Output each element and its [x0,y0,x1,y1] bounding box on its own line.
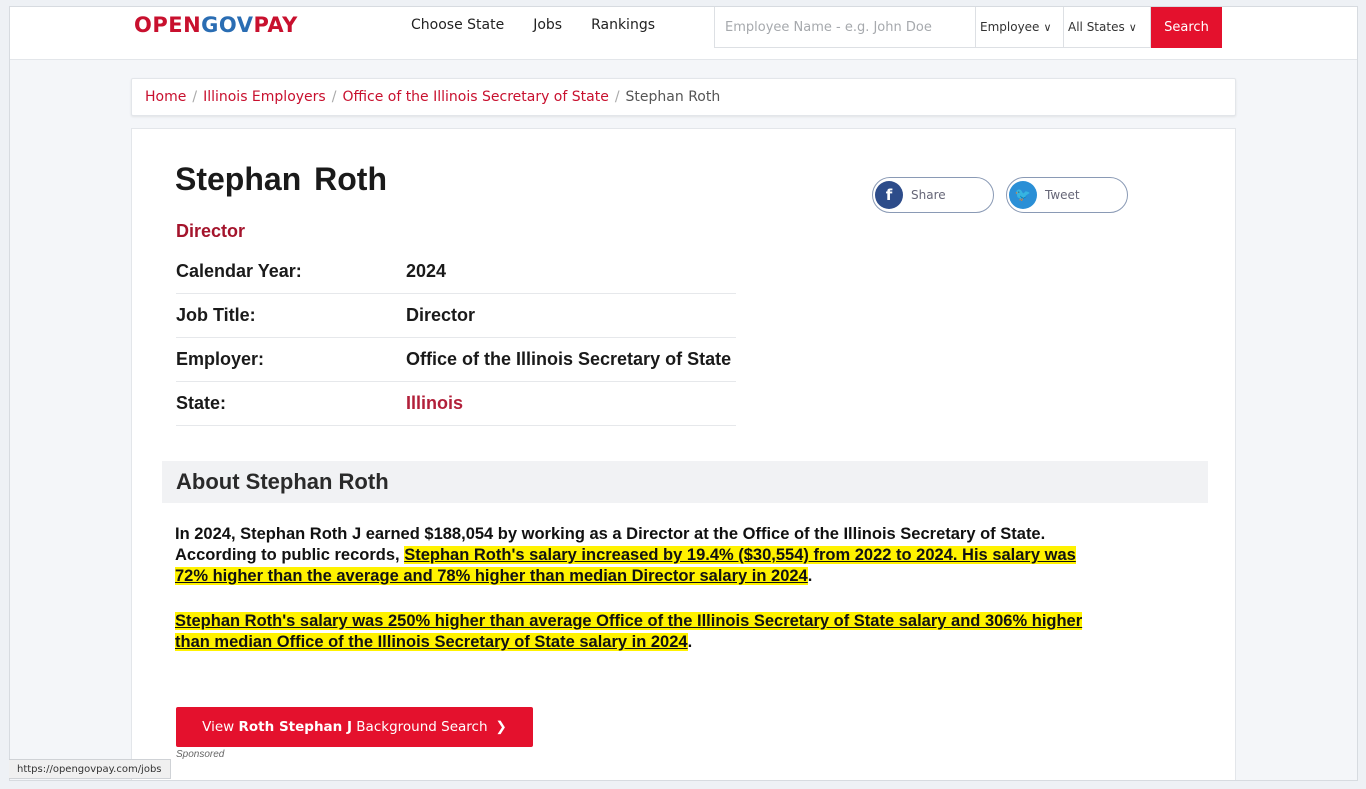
twitter-bird-icon: 🐦 [1009,181,1037,209]
breadcrumb-employer[interactable]: Office of the Illinois Secretary of State [342,89,609,105]
chevron-down-icon: ∨ [1043,20,1052,34]
search-bar [714,7,1222,48]
info-row-state: State: Illinois [176,382,736,426]
breadcrumb-separator: / [614,89,620,105]
main-nav [411,17,684,33]
site-logo[interactable]: OPENGOVPAY [134,13,298,37]
employee-search-input[interactable] [714,7,976,48]
profile-card [131,128,1236,781]
facebook-icon: f [875,181,903,209]
nav-rankings[interactable]: Rankings [591,17,656,33]
share-buttons [872,177,1128,213]
breadcrumb-separator: / [192,89,198,105]
about-paragraph-2: Stephan Roth's salary was 250% higher than average Office of the Illinois Secretary of State salary and 306% higher than median Office of the Illinois Secretary of State salary in 2024. [175,612,1083,651]
browser-viewport [9,6,1358,781]
breadcrumb-employers[interactable]: Illinois Employers [203,89,326,105]
search-type-select[interactable]: Employee ∨ [976,7,1064,48]
nav-jobs[interactable]: Jobs [533,17,563,33]
info-row-employer: Employer: Office of the Illinois Secretary of State [176,338,736,382]
twitter-tweet-button[interactable]: 🐦 Tweet [1006,177,1128,213]
breadcrumb-home[interactable]: Home [145,89,187,105]
top-navbar [10,7,1357,60]
background-search-button[interactable]: View Roth Stephan J Background Search ❯ [176,707,533,747]
about-heading: About Stephan Roth [162,461,1208,503]
nav-choose-state[interactable]: Choose State [411,17,505,33]
about-paragraph-1: In 2024, Stephan Roth J earned $188,054 by working as a Director at the Office of the Illinois Secretary of State. According to public records, Stephan Roth's salary increased by 19.4% ($30,554) from 2022 to 2024. His salary was 72% higher than the average and 78% higher than median Director salary in 2024. [175,525,1076,585]
sponsored-label: Sponsored [176,749,225,760]
breadcrumb [131,78,1236,116]
employee-info-table [176,250,736,426]
employee-role: Director [176,221,246,241]
highlighted-text: Stephan Roth's salary increased by 19.4% ($30,554) from 2022 to 2024. His salary was 72% higher than the average and 78% higher than median Director salary in 2024 [175,546,1076,585]
chevron-down-icon: ∨ [1128,20,1137,34]
chevron-right-icon: ❯ [495,719,507,735]
state-link[interactable]: Illinois [406,393,464,413]
highlighted-text: Stephan Roth's salary was 250% higher than average Office of the Illinois Secretary of State salary and 306% higher than median Office of the Illinois Secretary of State salary in 2024 [175,612,1083,651]
state-select[interactable]: All States ∨ [1064,7,1151,48]
employee-name: Stephan Roth [175,161,387,197]
info-row-job-title: Job Title: Director [176,294,736,338]
facebook-share-button[interactable]: f Share [872,177,994,213]
info-row-year: Calendar Year: 2024 [176,250,736,294]
breadcrumb-current: Stephan Roth [625,89,721,105]
search-button[interactable]: Search [1151,7,1222,48]
breadcrumb-separator: / [331,89,337,105]
browser-status-bar: https://opengovpay.com/jobs [9,759,171,779]
